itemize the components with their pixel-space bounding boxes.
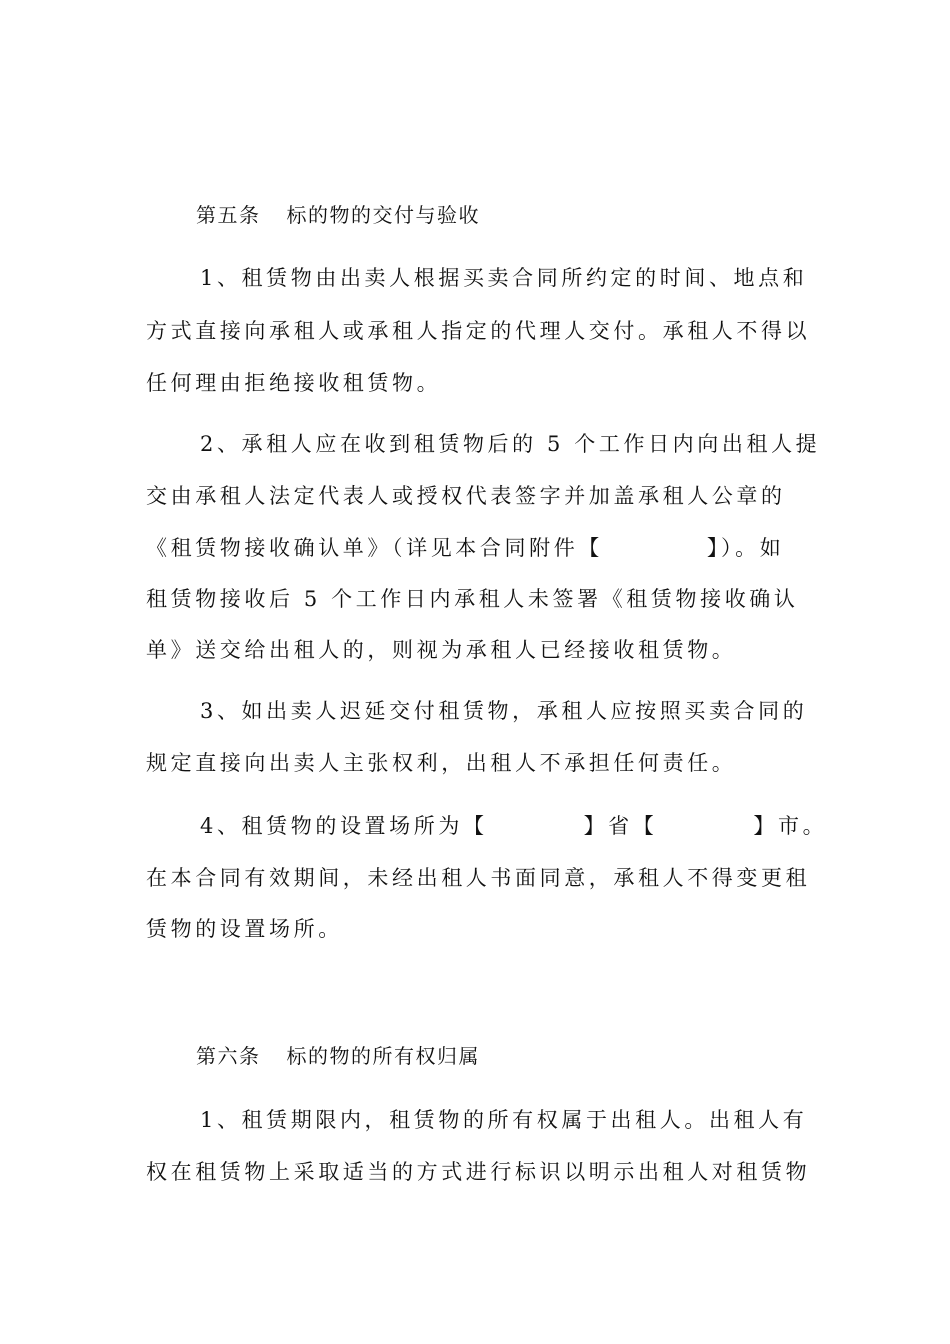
article-5-para-4-line-3: 赁物的设置场所。 — [146, 917, 343, 941]
article-5-para-2-line-3 — [146, 533, 826, 563]
article-5-para-4-line-2: 在本合同有效期间，未经出租人书面同意，承租人不得变更租 — [146, 866, 811, 890]
article-5-para-2-line-4: 租赁物接收后 5 个工作日内承租人未签署《租赁物接收确认 — [146, 587, 799, 611]
article-5-para-2-line-1: 2、承租人应在收到租赁物后的 5 个工作日内向出租人提 — [200, 432, 821, 456]
article-5-para-1-line-2: 方式直接向承租人或承租人指定的代理人交付。承租人不得以 — [146, 319, 811, 343]
article-5-para-2-line-2: 交由承租人法定代表人或授权代表签字并加盖承租人公章的 — [146, 484, 786, 508]
article-6-para-1-line-1: 1、租赁期限内，租赁物的所有权属于出租人。出租人有 — [200, 1108, 808, 1132]
para-2-line-3-end: 】）。如 — [706, 536, 785, 560]
article-5-para-1-line-3: 任何理由拒绝接收租赁物。 — [146, 371, 442, 395]
para-2-line-3-start: 《租赁物接收确认单》（详见本合同附件【 — [146, 536, 603, 560]
article-6-heading — [196, 1041, 876, 1071]
article-6-number: 第六条 — [196, 1044, 261, 1068]
article-6-para-1-line-2: 权在租赁物上采取适当的方式进行标识以明示出租人对租赁物 — [146, 1160, 811, 1184]
article-5-para-2-line-5: 单》送交给出租人的，则视为承租人已经接收租赁物。 — [146, 638, 737, 662]
article-5-para-3-line-1: 3、如出卖人迟延交付租赁物，承租人应按照买卖合同的 — [200, 699, 808, 723]
article-6-title: 标的物的所有权归属 — [286, 1044, 480, 1068]
para-4-line-1-mid: 】省【 — [583, 814, 658, 838]
para-4-line-1-end: 】市。 — [753, 814, 828, 838]
article-5-heading — [196, 200, 876, 230]
para-4-line-1-start: 4、租赁物的设置场所为【 — [200, 814, 488, 838]
article-5-title: 标的物的交付与验收 — [286, 203, 480, 227]
article-5-number: 第五条 — [196, 203, 261, 227]
article-5-para-4-line-1 — [200, 811, 880, 841]
article-5-para-1-line-1: 1、租赁物由出卖人根据买卖合同所约定的时间、地点和 — [200, 266, 808, 290]
article-5-para-3-line-2: 规定直接向出卖人主张权利，出租人不承担任何责任。 — [146, 751, 737, 775]
